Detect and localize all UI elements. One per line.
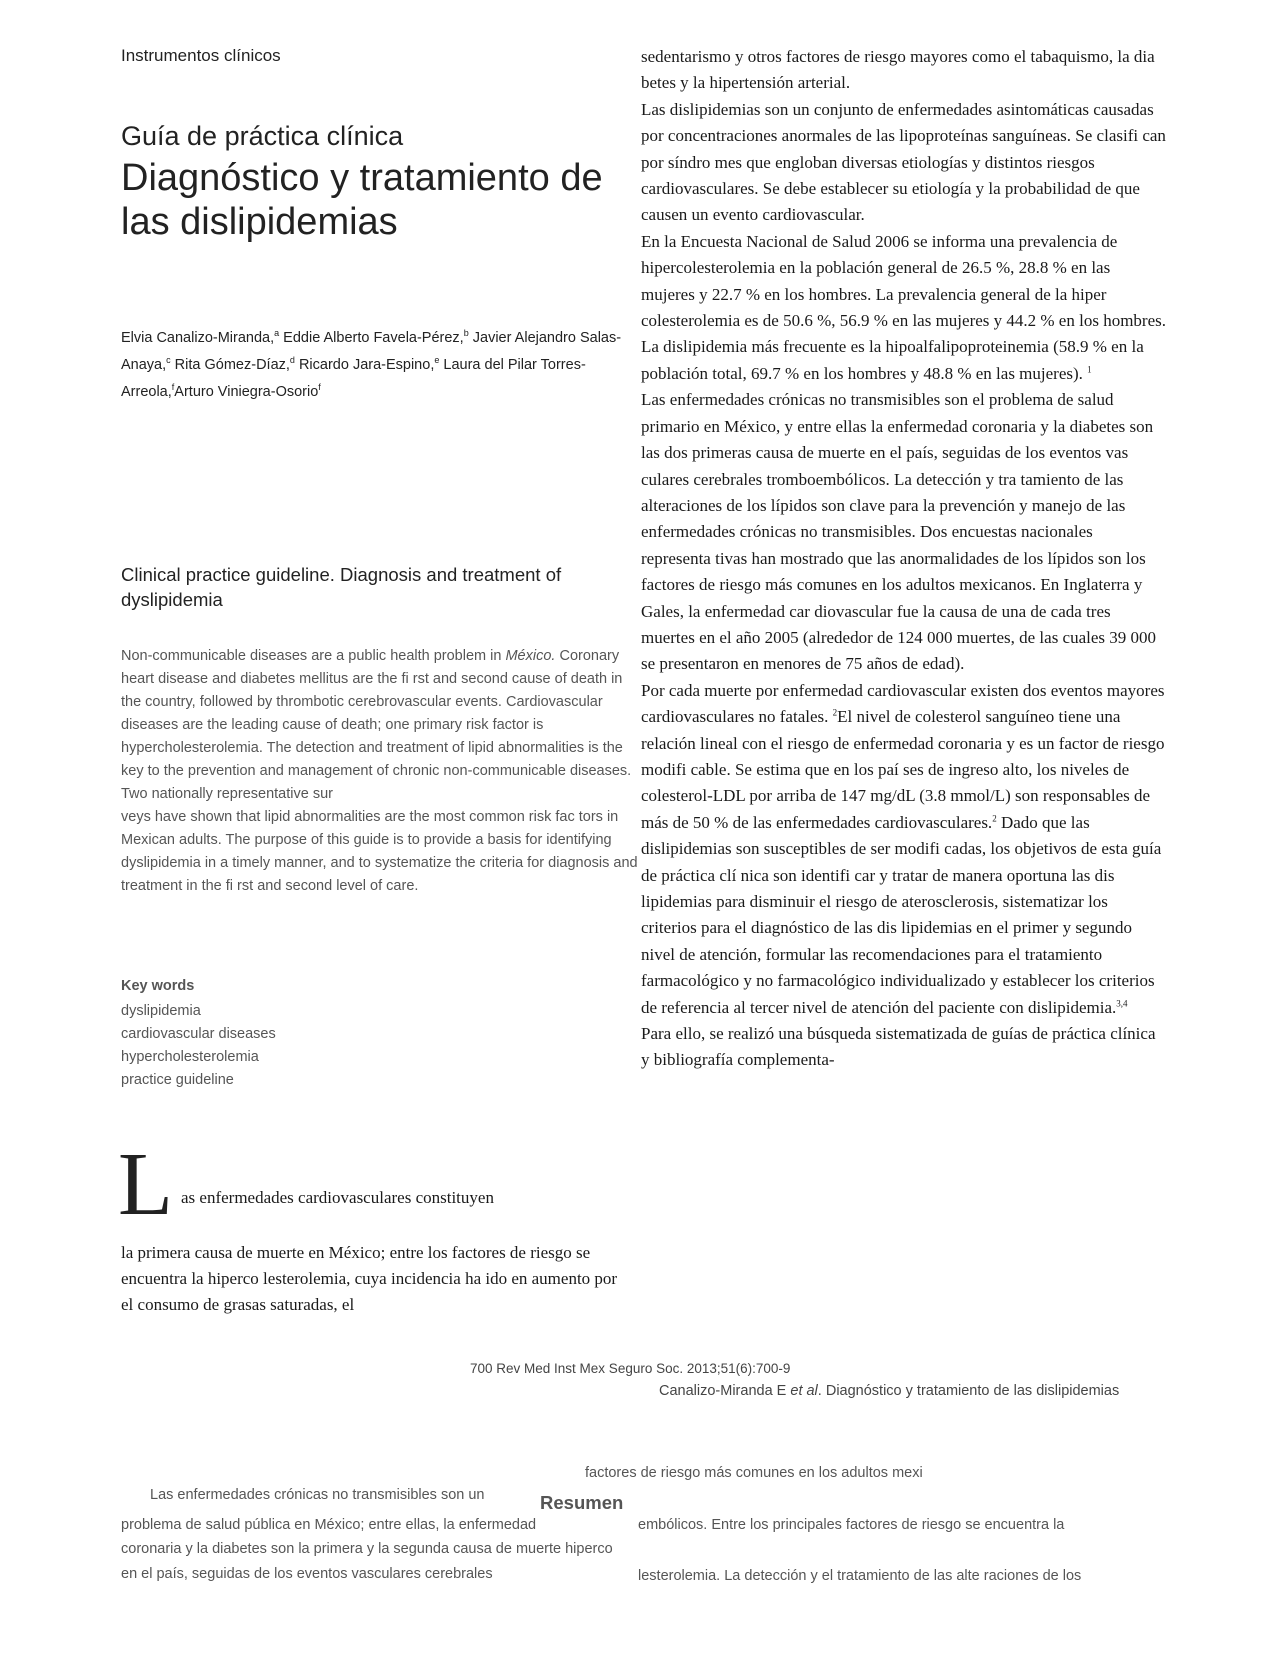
reference-marker: 1 (1087, 364, 1092, 375)
author-affiliation: f (318, 381, 321, 392)
abstract-paragraph: veys have shown that lipid abnormalities are the most common risk fac tors in Mexican adults. The purpose of this guide is to provide a basis for identifying dyslipidemia in a timely manner, and to systematize the criteria for diagnosis and treatment in the fi rst and second level of care. (121, 809, 638, 894)
author-affiliation: e (434, 354, 440, 365)
body-paragraph: En la Encuesta Nacional de Salud 2006 se informa una prevalencia de hipercolesterolemia en la población general de 26.5 %, 28.8 % en las mujeres y 22.7 % en los hombres. La prevalencia general de la hiper (641, 231, 1118, 304)
author-name: Rita Gómez-Díaz, (170, 356, 290, 373)
body-paragraph: Las dislipidemias son un conjunto de enfermedades asintomáticas causadas por concentraciones anormales de las lipoproteínas sanguíneas. Se clasifi can por síndro mes que engloban diversas etiologías y distintos riesgos cardiovasculares. Se debe establecer su etiología y la probabilidad de que causen un evento cardiovascular. (641, 99, 1166, 225)
english-title: Clinical practice guideline. Diagnosis and treatment of dyslipidemia (121, 564, 562, 610)
abstract-text: Coronary heart disease and diabetes mellitus are the fi rst and second cause of death in the country, followed by thrombotic cerebrovascular events. Cardiovascular diseases are the leading cause of death; one primary risk factor is hypercholesterolemia. The detection and treatment of lipid abnormalities is the key to the prevention and management of chronic non-communicable diseases. Two nationally representative sur (121, 648, 632, 802)
intro-paragraph (121, 1240, 631, 1318)
reference-marker: 3,4 (1116, 997, 1128, 1008)
journal-citation: 700 Rev Med Inst Mex Seguro Soc. 2013;51(6):700-9 (470, 1361, 791, 1376)
resumen-heading: Resumen (540, 1492, 624, 1513)
author-affiliation: d (289, 354, 295, 365)
resumen-line: Las enfermedades crónicas no transmisibles son un (150, 1487, 485, 1503)
keyword: practice guideline (121, 1072, 234, 1088)
resumen-line: en el país, seguidas de los eventos vasculares cerebrales (121, 1566, 493, 1582)
body-text: El nivel de colesterol sanguíneo tiene una relación lineal con el riesgo de enfermedad coronaria y es un factor de riesgo modifi cable. Se estima que en los paí ses de ingreso alto, los niveles de colesterol-LDL por arriba de 147 mg/dL (3.8 mmol/L) son responsables de más de 50 % de las enfermedades cardiovasculares. (641, 707, 1165, 832)
body-paragraph: culares cerebrales tromboembólicos. La detección y tra tamiento de las alteraciones de los lípidos son clave para la prevención y manejo de las enfermedades crónicas no transmisibles. Dos encuestas nacionales representa tivas han mostrado que las anormalidades de los lípidos son los factores de riesgo más comunes en los adultos mexicanos. En Inglaterra y Gales, la enfermedad car diovascular fue la causa de una de cada tres muertes en el año 2005 (alrededor de 124 000 muertes, de las cuales 39 000 se presentaron en menores de 75 años de edad). (641, 469, 1157, 674)
running-italic: et al (790, 1383, 818, 1399)
article-kicker: Guía de práctica clínica (121, 121, 404, 151)
keyword: cardiovascular diseases (121, 1026, 276, 1042)
keyword: dyslipidemia (121, 1003, 201, 1019)
author-name: Javier Alejandro Salas-Anaya, (121, 329, 622, 373)
drop-cap: L (118, 1135, 173, 1234)
author-affiliation: b (463, 328, 469, 338)
intro-text: la primera causa de muerte en México; entre los factores de riesgo se encuentra la hiperco lesterolemia, cuya incidencia ha ido en aumento por el consumo de grasas saturadas, el (121, 1243, 618, 1314)
body-paragraph: Para ello, se realizó una búsqueda sistematizada de guías de práctica clínica y bibliografía complementa- (641, 1024, 1156, 1070)
author-affiliation: a (274, 328, 280, 338)
resumen-line: embólicos. Entre los principales factores de riesgo se encuentra la (638, 1517, 1065, 1533)
keyword: hypercholesterolemia (121, 1049, 259, 1065)
section-label: Instrumentos clínicos (121, 46, 281, 65)
english-abstract (121, 645, 641, 898)
body-text: colesterolemia es de 50.6 %, 56.9 % en las mujeres y 44.2 % en los hombres. La dislipidemia más frecuente es la hipoalfalipoproteinemia (58.9 % en la población total, 69.7 % en los hombres y 48.8 % en las mujeres). (641, 311, 1166, 383)
body-text: Dado que las dislipidemias son susceptibles de ser modifi cadas, los objetivos de esta guía de práctica clí nica son identifi car y tratar de manera oportuna las dis lipidemias para disminuir el riesgo de aterosclerosis, sistematizar los criterios para el diagnóstico de las dis lipidemias en el primer y segundo nivel de atención, formular las recomendaciones para el tratamiento farmacológico y no farmacológico individualizado y establecer los criterios de referencia al tercer nivel de atención del paciente con dislipidemia. (641, 812, 1162, 1017)
resumen-line: lesterolemia. La detección y el tratamiento de las alte raciones de los (638, 1568, 1082, 1584)
body-column-right (641, 44, 1166, 1074)
reference-marker: 2 (832, 707, 838, 718)
author-name: Laura del Pilar Torres-Arreola, (121, 356, 586, 400)
body-text: Por cada muerte por enfermedad cardiovascular existen dos eventos mayores cardiovasculares no fatales. (641, 680, 1165, 727)
abstract-italic: México. (505, 648, 556, 664)
running-text: Canalizo-Miranda E (659, 1383, 791, 1399)
resumen-line: problema de salud pública en México; entre ellas, la enfermedad (121, 1517, 537, 1533)
keywords-list (121, 1000, 276, 1092)
author-affiliation: f (171, 381, 175, 392)
reference-marker: 2 (992, 813, 997, 824)
abstract-paragraph (121, 645, 641, 806)
body-paragraph: sedentarismo y otros factores de riesgo mayores como el tabaquismo, la dia betes y la hipertensión arterial. (641, 47, 1155, 93)
running-text: . Diagnóstico y tratamiento de las dislipidemias (817, 1383, 1120, 1399)
author-list (121, 322, 631, 402)
author-name: Elvia Canalizo-Miranda, (121, 329, 275, 346)
body-paragraph (641, 678, 1166, 1021)
author-name: Eddie Alberto Favela-Pérez, (279, 329, 464, 346)
author-affiliation: c (166, 354, 171, 365)
author-name: Arturo Viniegra-Osorio (174, 383, 319, 400)
body-paragraph: Las enfermedades crónicas no transmisibles son el problema de salud primario en México, y entre ellas la enfermedad coronaria y la diabetes son las dos primeras causa de muerte en el país, seguidas de los eventos vas (641, 390, 1154, 463)
intro-first-line: as enfermedades cardiovasculares constituyen (181, 1188, 494, 1207)
running-header (659, 1383, 1119, 1399)
keywords-heading: Key words (121, 978, 195, 994)
article-title: Diagnóstico y tratamiento de las dislipidemias (121, 157, 603, 243)
abstract-text: Non-communicable diseases are a public health problem in (121, 648, 506, 664)
author-name: Ricardo Jara-Espino, (294, 356, 435, 373)
resumen-line: coronaria y la diabetes son la primera y la segunda causa de muerte hiperco (121, 1541, 613, 1557)
resumen-line: factores de riesgo más comunes en los adultos mexi (585, 1465, 923, 1481)
body-paragraph (641, 308, 1166, 387)
